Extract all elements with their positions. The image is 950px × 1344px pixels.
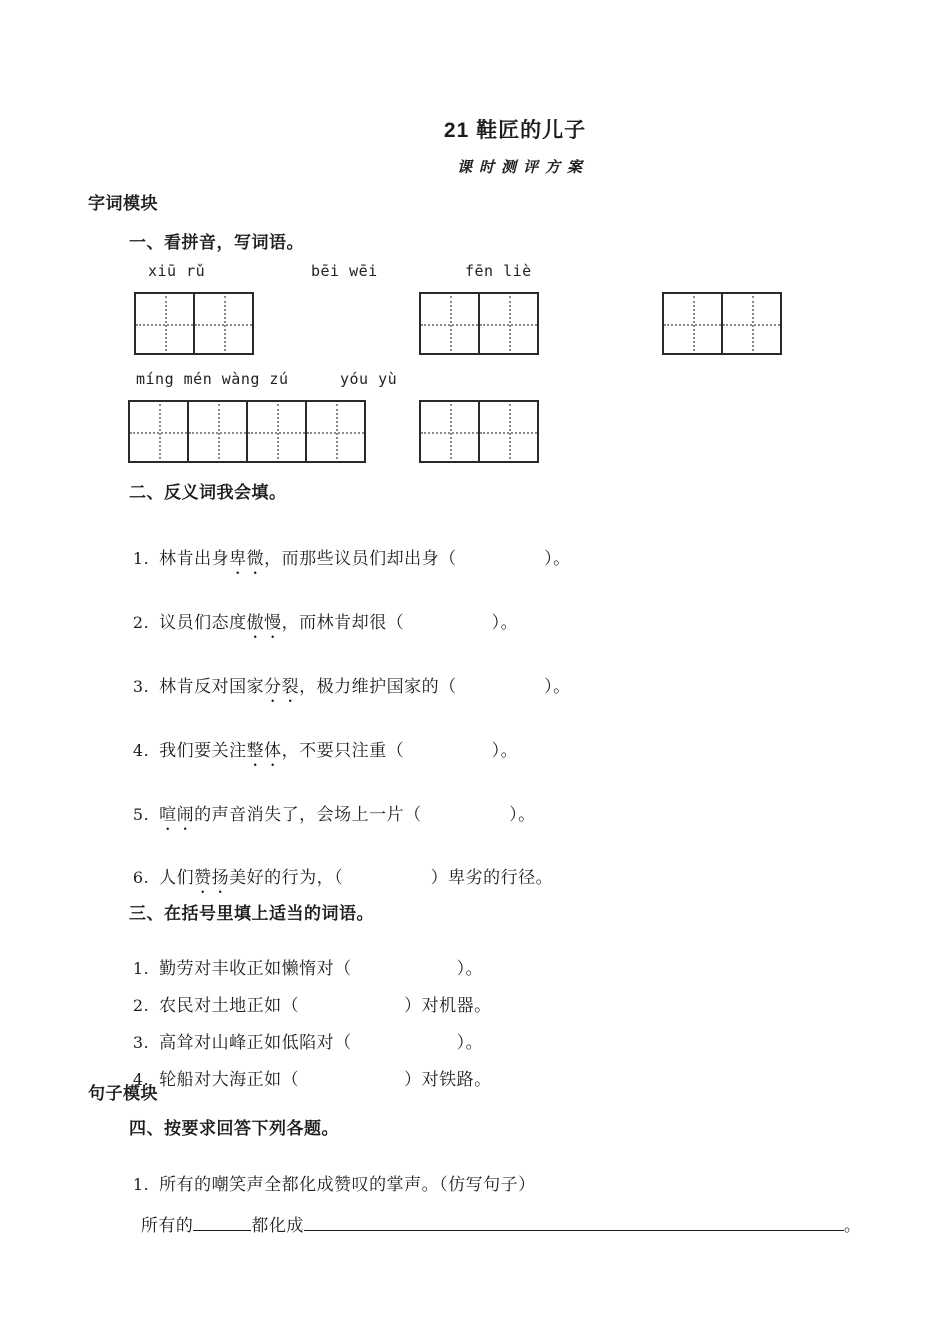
item-number: 5. — [132, 805, 150, 824]
page-subtitle: 课时测评方案 — [456, 158, 589, 176]
emphasized-word: 傲慢 — [246, 613, 282, 632]
question-heading-1: 一、看拼音，写词语。 — [129, 233, 304, 252]
item-number: 1. — [132, 1175, 150, 1194]
tianzige-cell — [721, 294, 780, 353]
pinyin-label: bēi wēi — [311, 262, 378, 280]
item-text: 轮船对大海正如（ ）对铁路。 — [159, 1070, 492, 1089]
item-text: 高耸对山峰正如低陷对（ ）。 — [159, 1033, 484, 1052]
tianzige-cell — [130, 402, 187, 461]
item-text: 林肯出身 — [159, 549, 230, 568]
item-number: 2. — [132, 613, 150, 632]
fill-text: 。 — [843, 1216, 862, 1235]
item-text: 议员们态度 — [159, 613, 247, 632]
item-number: 4. — [132, 741, 150, 760]
question-heading-2: 二、反义词我会填。 — [129, 483, 287, 502]
item-number: 1. — [132, 959, 150, 978]
emphasized-word: 分裂 — [264, 677, 300, 696]
writing-grid — [134, 292, 254, 355]
pinyin-label: yóu yù — [340, 370, 398, 388]
fill-blank-long — [304, 1213, 844, 1231]
item-number: 3. — [132, 677, 150, 696]
item-text: ，极力维护国家的（ ）。 — [299, 677, 571, 696]
emphasized-word: 整体 — [246, 741, 282, 760]
fill-blank-short — [193, 1213, 251, 1231]
item-number: 1. — [132, 549, 150, 568]
antonym-item-4 — [112, 716, 518, 790]
pinyin-label: fēn liè — [465, 262, 532, 280]
fill-text: 都化成 — [251, 1216, 304, 1235]
emphasized-word: 喧闹 — [159, 805, 195, 824]
question-heading-4: 四、按要求回答下列各题。 — [129, 1119, 339, 1138]
item-text: 农民对土地正如（ ）对机器。 — [159, 996, 492, 1015]
tianzige-cell — [246, 402, 305, 461]
antonym-item-2 — [112, 588, 518, 662]
tianzige-cell — [136, 294, 193, 353]
item-number: 2. — [132, 996, 150, 1015]
antonym-item-1 — [112, 524, 571, 598]
fill-in-line — [120, 1191, 861, 1256]
module-label-sentences: 句子模块 — [88, 1084, 158, 1103]
item-number: 3. — [132, 1033, 150, 1052]
emphasized-word: 赞扬 — [194, 868, 230, 887]
tianzige-cell — [187, 402, 246, 461]
pinyin-label: xiū rǔ — [148, 262, 206, 280]
item-text: 所有的嘲笑声全都化成赞叹的掌声。（仿写句子） — [159, 1175, 536, 1194]
tianzige-cell — [478, 402, 537, 461]
fill-text: 所有的 — [140, 1216, 194, 1235]
emphasized-word: 卑微 — [229, 549, 265, 568]
tianzige-cell — [421, 294, 478, 353]
module-label-words: 字词模块 — [88, 194, 158, 213]
page-title: 21 鞋匠的儿子 — [443, 119, 587, 142]
item-text: 的声音消失了，会场上一片（ ）。 — [194, 805, 536, 824]
writing-grid — [419, 400, 539, 463]
item-text: 勤劳对丰收正如懒惰对（ ）。 — [159, 959, 484, 978]
item-text: 美好的行为，（ ）卑劣的行径。 — [229, 868, 554, 887]
pinyin-label: míng mén wàng zú — [136, 370, 289, 388]
antonym-item-3 — [112, 652, 571, 726]
tianzige-cell — [193, 294, 252, 353]
item-text: ，不要只注重（ ）。 — [281, 741, 519, 760]
writing-grid — [128, 400, 366, 463]
item-text: 我们要关注 — [159, 741, 247, 760]
item-number: 6. — [132, 868, 150, 887]
item-text: 人们 — [159, 868, 195, 887]
tianzige-cell — [478, 294, 537, 353]
tianzige-cell — [664, 294, 721, 353]
item-number: 4. — [132, 1070, 150, 1089]
item-text: 林肯反对国家 — [159, 677, 265, 696]
item-text: ，而那些议员们却出身（ ）。 — [264, 549, 571, 568]
tianzige-cell — [421, 402, 478, 461]
tianzige-cell — [305, 402, 364, 461]
item-text: ，而林肯却很（ ）。 — [281, 613, 519, 632]
writing-grid — [662, 292, 782, 355]
writing-grid — [419, 292, 539, 355]
question-heading-3: 三、在括号里填上适当的词语。 — [129, 904, 374, 923]
analogy-item-4 — [112, 1045, 492, 1110]
